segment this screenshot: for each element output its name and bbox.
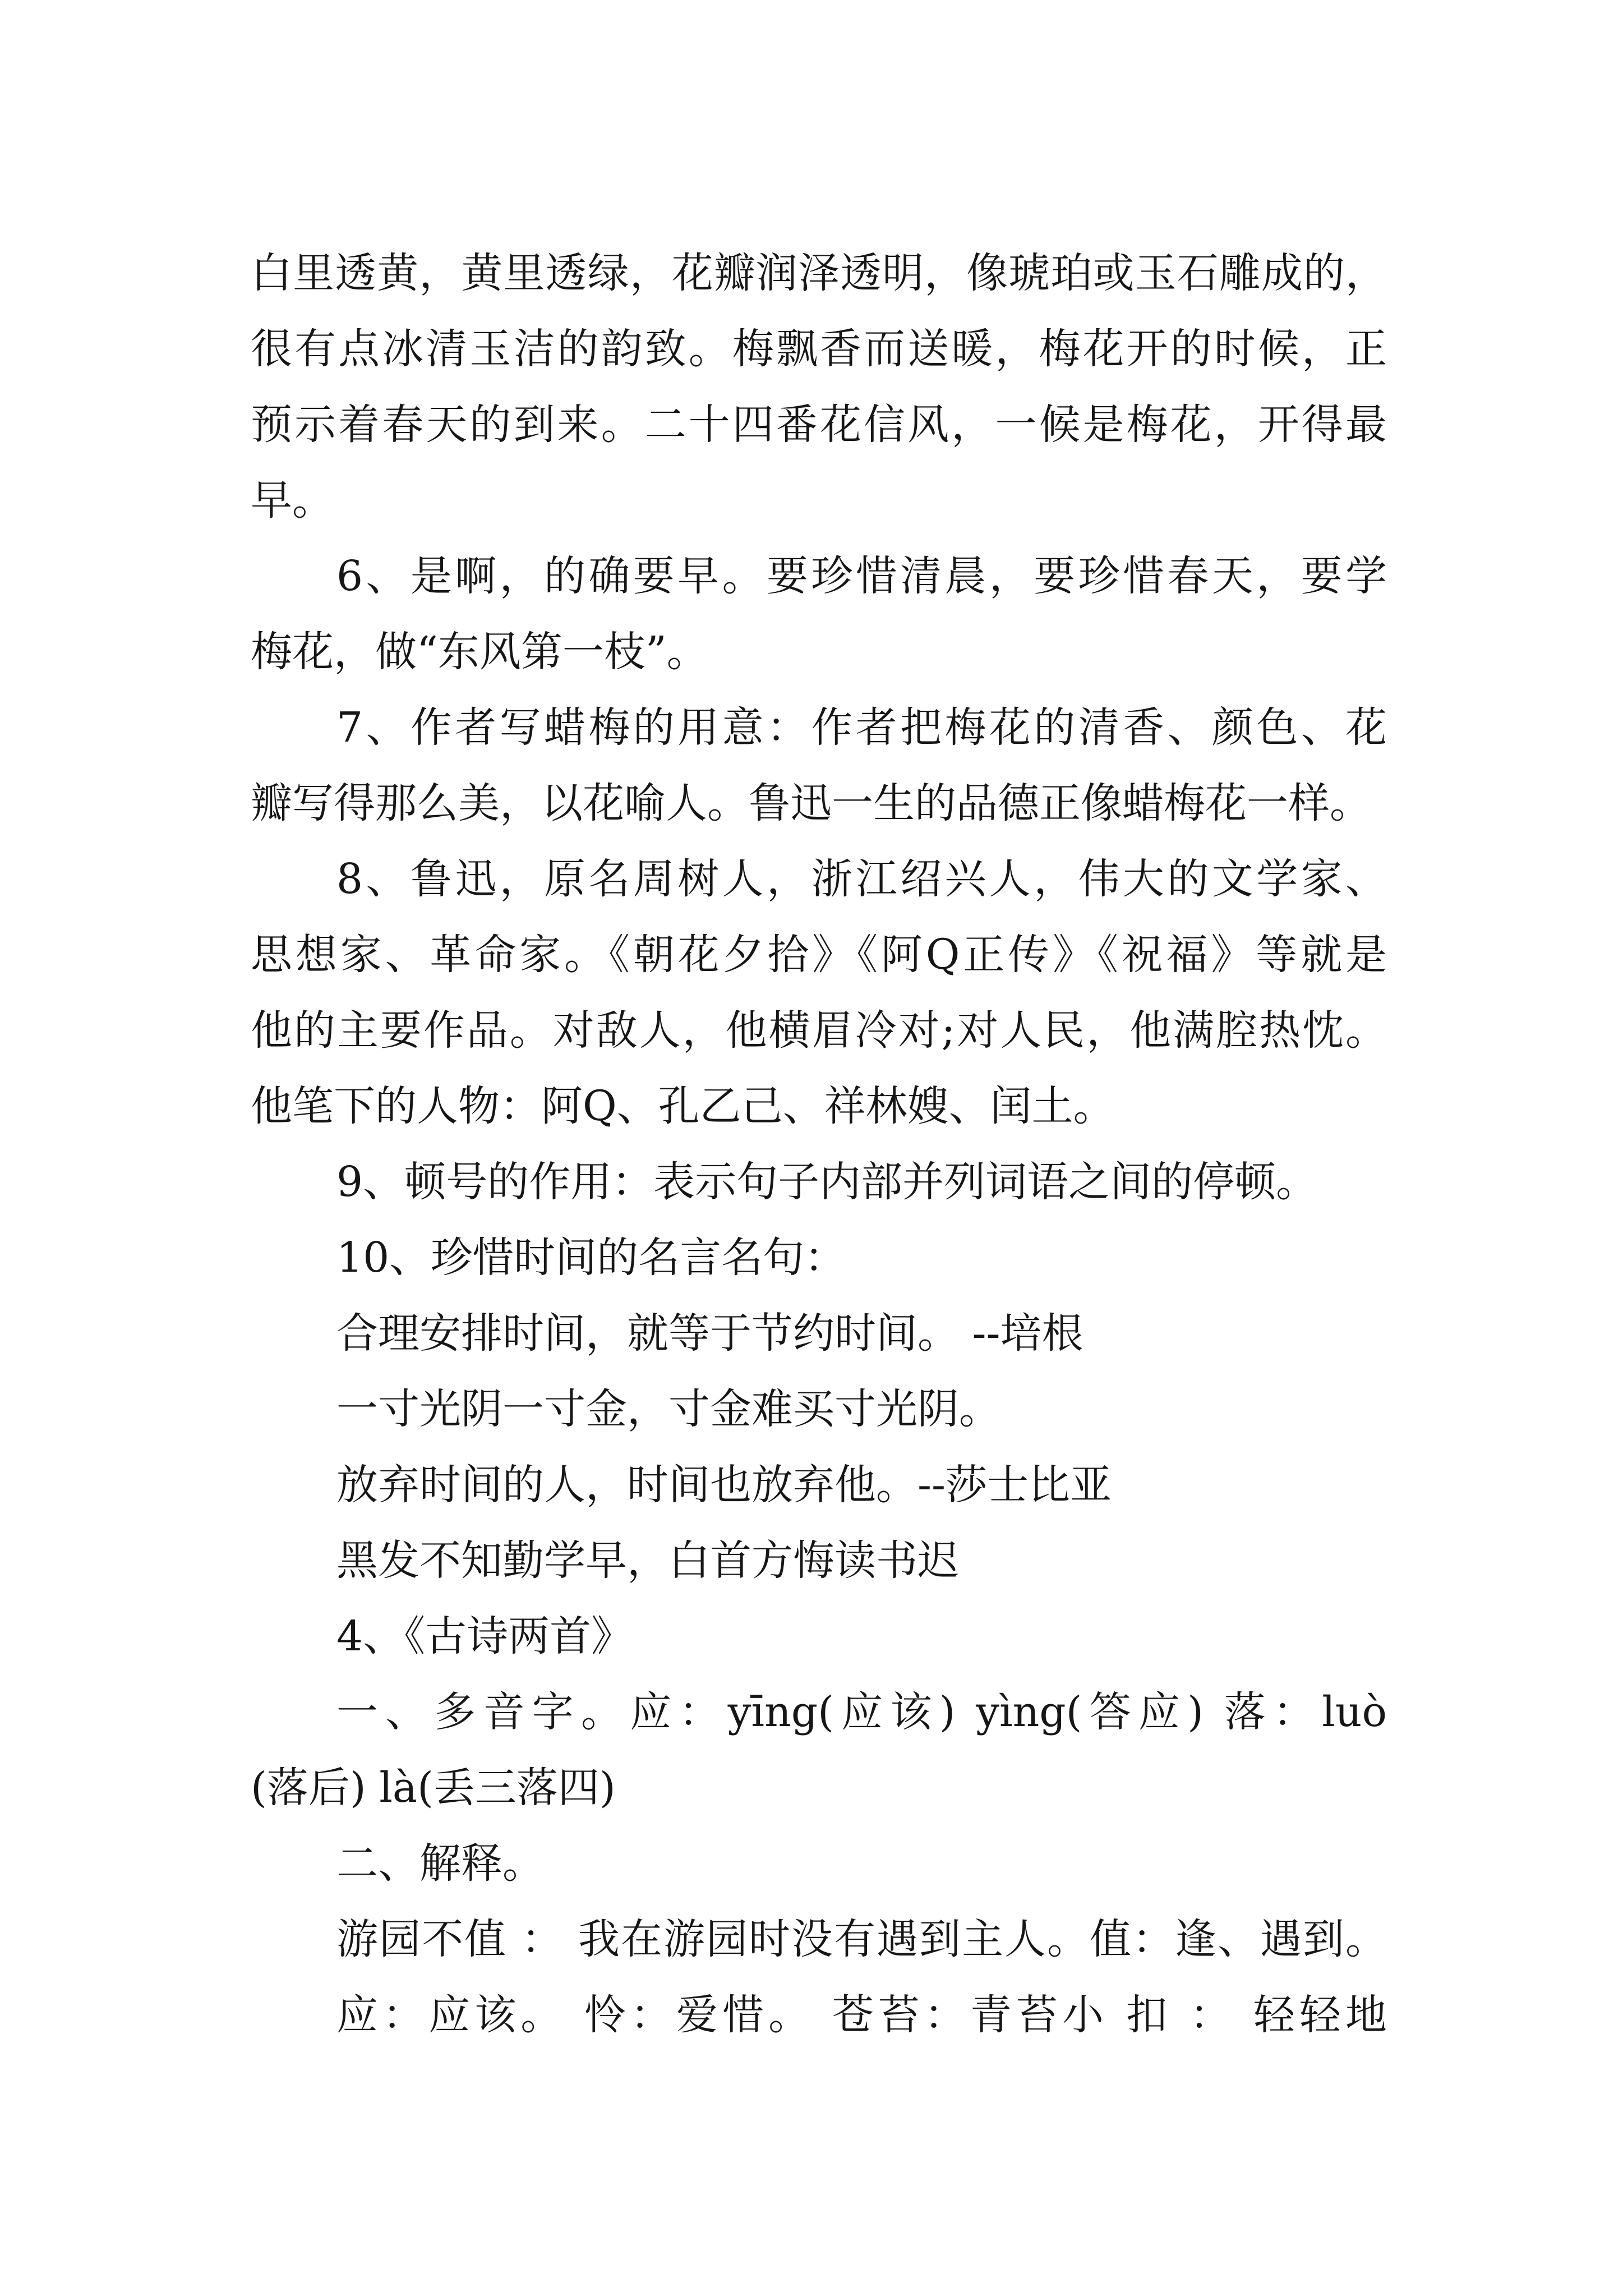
explanation-word-list [251, 1977, 1387, 2053]
text-line: (落后) là(丢三落四) [251, 1764, 616, 1812]
note-item-6 [251, 539, 1387, 690]
text-line: 他的主要作品。对敌人，他横眉冷对;对人民，他满腔热忱。 [251, 1006, 1387, 1055]
paragraph-plum-blossom-description [251, 236, 1387, 539]
text-line: 合理安排时间，就等于节约时间。 --培根 [336, 1309, 1083, 1358]
quote-black-hair [251, 1523, 1387, 1599]
text-line: 黑发不知勤学早，白首方悔读书迟 [336, 1536, 959, 1585]
text-line: 放弃时间的人，时间也放弃他。--莎士比亚 [336, 1461, 1112, 1509]
text-line: 6、是啊，的确要早。要珍惜清晨，要珍惜春天，要学 [336, 552, 1387, 600]
text-line: 二、解释。 [336, 1839, 544, 1888]
text-line: 早。 [251, 476, 334, 524]
text-line: 很有点冰清玉洁的韵致。梅飘香而送暖，梅花开的时候，正 [251, 325, 1387, 373]
note-item-10-heading [251, 1220, 1387, 1296]
quote-proverb [251, 1372, 1387, 1447]
text-line: 10、珍惜时间的名言名句： [336, 1234, 846, 1282]
note-item-7 [251, 690, 1387, 841]
polyphone-section [251, 1674, 1387, 1826]
explanation-youyuan-buzhi [251, 1902, 1387, 1977]
quote-shakespeare [251, 1447, 1387, 1523]
quote-bacon [251, 1296, 1387, 1372]
text-line: 7、作者写蜡梅的用意：作者把梅花的清香、颜色、花 [336, 703, 1387, 752]
explanation-heading [251, 1826, 1387, 1902]
text-line: 9、顿号的作用：表示句子内部并列词语之间的停顿。 [336, 1158, 1318, 1206]
text-line: 4、《古诗两首》 [336, 1612, 633, 1660]
lesson-heading-4 [251, 1599, 1387, 1674]
text-line: 游园不值 ： 我在游园时没有遇到主人。值：逢、遇到。 [336, 1915, 1387, 1963]
text-line: 他笔下的人物：阿Q、孔乙己、祥林嫂、闰土。 [251, 1082, 1115, 1130]
text-line: 预示着春天的到来。二十四番花信风，一候是梅花，开得最 [251, 401, 1387, 449]
text-line: 思想家、革命家。《朝花夕拾》《阿Q正传》《祝福》等就是 [251, 931, 1387, 979]
text-line: 8、鲁迅，原名周树人，浙江绍兴人，伟大的文学家、 [336, 855, 1387, 903]
text-line: 应：应该。 怜：爱惜。 苍苔：青苔小 扣 ： 轻轻地 [336, 1991, 1387, 2039]
document-body [251, 236, 1387, 2053]
note-item-8 [251, 841, 1387, 1144]
text-line: 一寸光阴一寸金，寸金难买寸光阴。 [336, 1385, 1000, 1433]
note-item-9 [251, 1144, 1387, 1220]
text-line: 梅花，做“东风第一枝”。 [251, 628, 708, 676]
text-line: 白里透黄，黄里透绿，花瓣润泽透明，像琥珀或玉石雕成的， [251, 249, 1387, 297]
text-line: 瓣写得那么美，以花喻人。鲁迅一生的品德正像蜡梅花一样。 [251, 779, 1371, 827]
text-line: 一、多音字。应：yīng(应该) yìng(答应) 落：luò [336, 1688, 1387, 1736]
